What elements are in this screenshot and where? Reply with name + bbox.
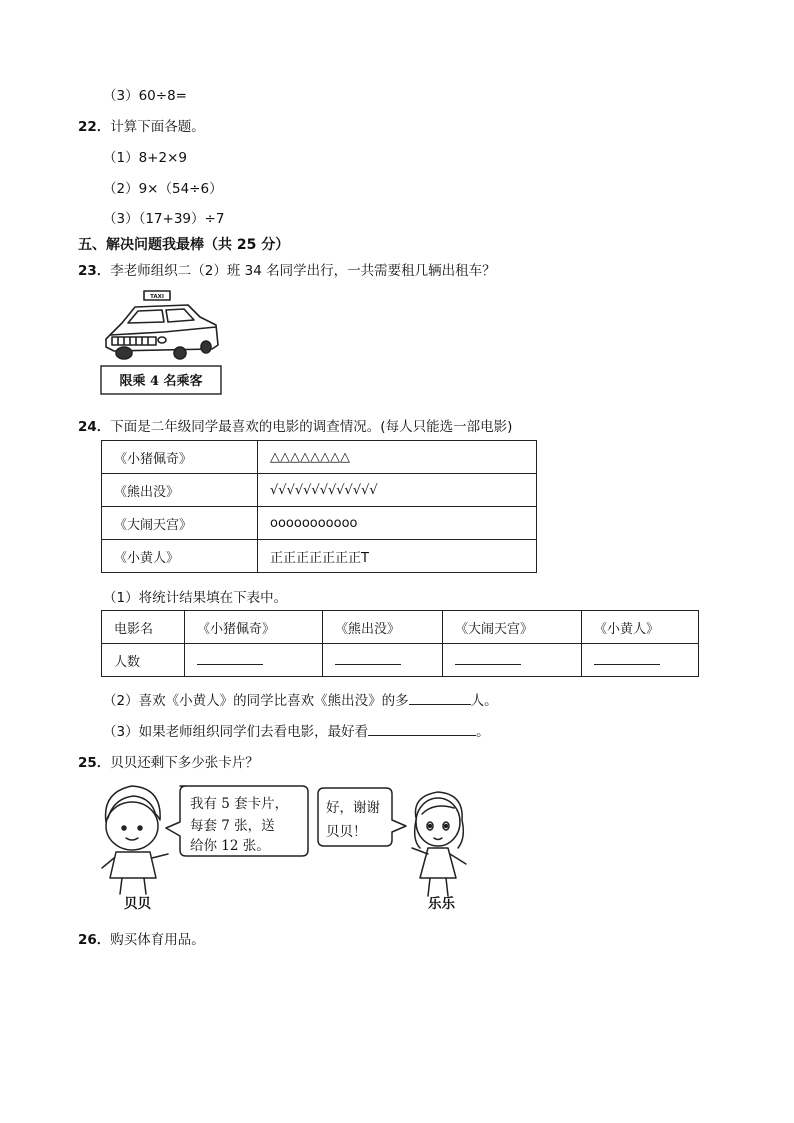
- bubble-left-line: 给你 12 张。: [190, 838, 270, 854]
- stats-header-cell: 《小猪佩奇》: [185, 611, 323, 644]
- q25-number: 25．: [78, 755, 111, 771]
- q22-text: 计算下面各题。: [110, 119, 205, 135]
- q24-part2-text: （2）喜欢《小黄人》的同学比喜欢《熊出没》的多: [103, 693, 409, 709]
- bubble-right-line: 贝贝！: [326, 824, 367, 840]
- q22-question: [78, 115, 205, 135]
- survey-marks: ooooooooooo: [258, 507, 537, 540]
- survey-movie: 《熊出没》: [102, 474, 258, 507]
- survey-row: [102, 540, 537, 573]
- q25-text: 贝贝还剩下多少张卡片？: [110, 755, 259, 771]
- q23-number: 23．: [78, 263, 111, 279]
- stats-header-cell: 电影名: [102, 611, 185, 644]
- q23-text: 李老师组织二（2）班 34 名同学出行，一共需要租几辆出租车？: [110, 263, 496, 279]
- q22-part2: （2）9×（54÷6）: [103, 181, 223, 197]
- survey-marks: √√√√√√√√√√√√√: [258, 474, 537, 507]
- survey-marks: 正正正正正正正T: [258, 540, 537, 573]
- stats-row-label: 人数: [102, 644, 185, 677]
- q24-part3-text: （3）如果老师组织同学们去看电影，最好看: [103, 724, 369, 740]
- answer-blank[interactable]: [409, 691, 471, 705]
- survey-row: [102, 441, 537, 474]
- bubble-left-line: 每套 7 张，送: [190, 818, 275, 834]
- stats-header-cell: 《熊出没》: [323, 611, 443, 644]
- taxi-illustration: [100, 287, 224, 399]
- q25-question: [78, 751, 259, 771]
- answer-blank[interactable]: [455, 651, 521, 665]
- survey-movie: 《大闹天宫》: [102, 507, 258, 540]
- q22-part3: （3）（17+39）÷7: [103, 211, 225, 227]
- survey-marks: △△△△△△△△: [258, 441, 537, 474]
- survey-movie: 《小黄人》: [102, 540, 258, 573]
- q24-part2: [103, 689, 498, 709]
- q23-question: [78, 259, 496, 279]
- bubble-right-line: 好，谢谢: [326, 800, 380, 816]
- stats-header-cell: 《小黄人》: [582, 611, 699, 644]
- name-lele: 乐乐: [428, 896, 455, 912]
- q22-part1: （1）8+2×9: [103, 150, 187, 166]
- q26-number: 26．: [78, 932, 111, 948]
- answer-blank[interactable]: [335, 651, 401, 665]
- stats-header-cell: 《大闹天宫》: [443, 611, 582, 644]
- q21-part3: （3）60÷8=: [103, 88, 187, 104]
- q24-number: 24．: [78, 419, 111, 435]
- q24-text: 下面是二年级同学最喜欢的电影的调查情况。(每人只能选一部电影): [110, 419, 513, 435]
- count-blank-cell[interactable]: [185, 644, 323, 677]
- bubble-left-line: 我有 5 套卡片，: [190, 796, 289, 812]
- taxi-capacity-sign: 限乘 4 名乘客: [119, 374, 203, 389]
- q24-part1: （1）将统计结果填在下表中。: [103, 590, 288, 606]
- survey-row: [102, 507, 537, 540]
- count-blank-cell[interactable]: [582, 644, 699, 677]
- q24-question: [78, 415, 512, 435]
- survey-movie: 《小猪佩奇》: [102, 441, 258, 474]
- q22-number: 22．: [78, 119, 111, 135]
- section5-title: 五、解决问题我最棒（共 25 分）: [78, 237, 290, 253]
- q26-question: [78, 928, 205, 948]
- survey-row: [102, 474, 537, 507]
- stats-table: [101, 610, 699, 677]
- survey-table: [101, 440, 537, 573]
- q26-text: 购买体育用品。: [110, 932, 205, 948]
- q24-part3-end: 。: [476, 724, 490, 740]
- answer-blank[interactable]: [594, 651, 660, 665]
- q24-part3: [103, 720, 490, 740]
- answer-blank[interactable]: [197, 651, 263, 665]
- stats-count-row: [102, 644, 699, 677]
- stats-header-row: [102, 611, 699, 644]
- q24-part2-unit: 人。: [470, 693, 498, 709]
- taxi-roof-sign: TAXI: [150, 294, 164, 300]
- count-blank-cell[interactable]: [323, 644, 443, 677]
- answer-blank[interactable]: [368, 722, 476, 736]
- name-beibei: 贝贝: [124, 896, 151, 912]
- count-blank-cell[interactable]: [443, 644, 582, 677]
- card-dialogue-illustration: [94, 778, 484, 912]
